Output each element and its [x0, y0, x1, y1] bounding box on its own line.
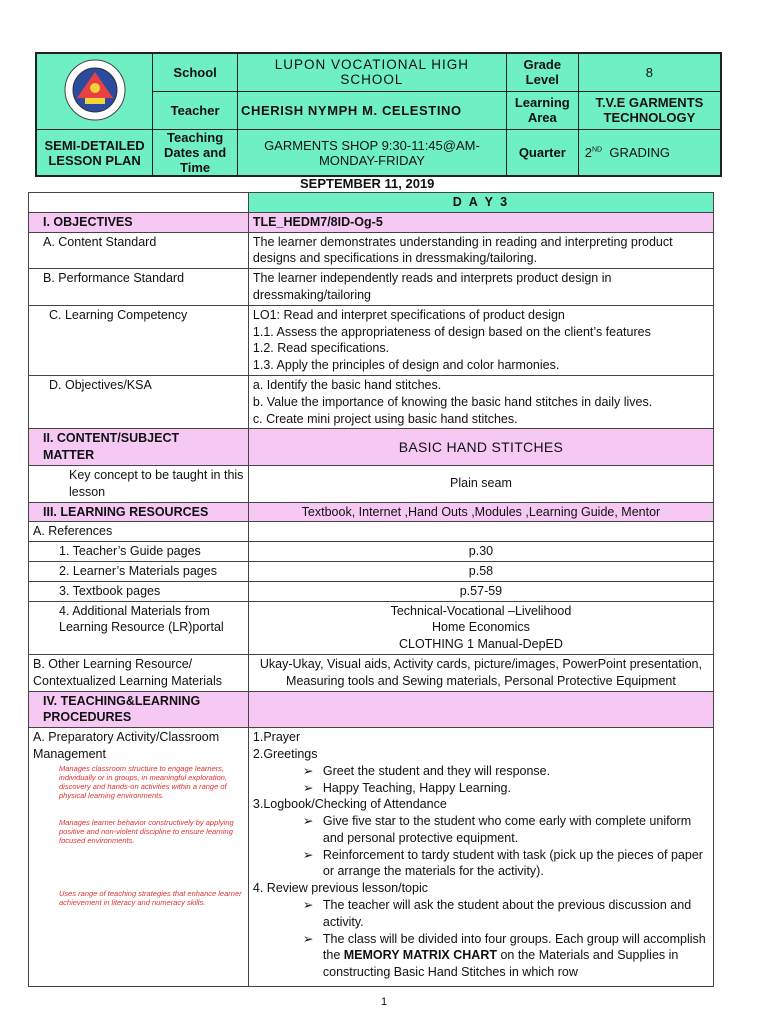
school-value: LUPON VOCATIONAL HIGH SCHOOL [238, 53, 507, 91]
performance-standard-value: The learner independently reads and interprets product design in dressmaking/tailoring [248, 269, 713, 306]
competency-line: 1.2. Read specifications. [252, 341, 390, 356]
lm-pages-label: 2. Learner’s Materials pages [29, 561, 249, 581]
deped-seal-icon [63, 58, 127, 122]
competency-line: 1.3. Apply the principles of design and color harmonies. [252, 358, 560, 373]
tg-pages-label: 1. Teacher’s Guide pages [29, 542, 249, 562]
content-standard-value: The learner demonstrates understanding in reading and interpreting product designs and specifications in dressmaking/tailoring. [248, 232, 713, 269]
content-standard-label: A. Content Standard [29, 232, 249, 269]
grade-label: Grade Level [506, 53, 578, 91]
objectives-code: TLE_HEDM7/8ID-Og-5 [248, 212, 713, 232]
review-list [253, 897, 709, 981]
lesson-plan-header [35, 52, 722, 177]
greetings-bullet: ➢ Greet the student and they will response. [323, 763, 709, 780]
competency-value [248, 305, 713, 375]
school-label: School [153, 53, 238, 91]
procedures-title: IV. TEACHING&LEARNING PROCEDURES [29, 691, 249, 728]
dates-label: Teaching Dates and Time [153, 130, 238, 177]
greetings-bullet: ➢ Happy Teaching, Happy Learning. [323, 780, 709, 797]
quarter-label: Quarter [506, 130, 578, 177]
logbook-list [253, 813, 709, 880]
references-label: A. References [29, 522, 249, 542]
lm-pages-value: p.58 [248, 561, 713, 581]
day-label: D A Y 3 [248, 193, 713, 213]
review-text-pre: The class will be divided into four groups. Each group will accomplish the [322, 931, 706, 963]
ksa-line: a. Identify the basic hand stitches. [252, 377, 442, 392]
additional-line: Home Economics [431, 620, 530, 635]
plan-type-label: SEMI-DETAILED LESSON PLAN [36, 130, 153, 177]
competency-label: C. Learning Competency [29, 305, 249, 375]
other-resource-label: B. Other Learning Resource/ Contextualized Learning Materials [29, 654, 249, 691]
quarter-text: GRADING [609, 145, 671, 160]
page-number: 1 [380, 996, 388, 1008]
additional-materials-value [248, 601, 713, 654]
quarter-suffix: ND [592, 146, 603, 154]
greetings-item: 2.Greetings [252, 746, 318, 761]
memory-matrix-chart-text: MEMORY MATRIX CHART [343, 948, 497, 963]
area-value: T.V.E GARMENTS TECHNOLOGY [578, 91, 721, 129]
ksa-value [248, 375, 713, 428]
review-text-post: on the Materials and Supplies in constructing Basic Hand Stitches in which row [322, 948, 679, 980]
logbook-bullet: ➢ Reinforcement to tardy student with task (pick up the pieces of paper or arrange the materials for the activity). [323, 847, 709, 881]
resources-title: III. LEARNING RESOURCES [29, 502, 249, 522]
lesson-date: SEPTEMBER 11, 2019 [300, 176, 435, 191]
key-concept-value: Plain seam [248, 465, 713, 502]
review-bullet: ➢ The teacher will ask the student about the previous discussion and activity. [323, 897, 709, 931]
teaching-note-1: Manages classroom structure to engage learners, individually or in groups, in meaningful exploration, discovery and hands-on activities within a range of physical learning environments. [59, 763, 228, 800]
logbook-item: 3.Logbook/Checking of Attendance [252, 797, 447, 812]
textbook-pages-label: 3. Textbook pages [29, 581, 249, 601]
quarter-value [578, 130, 721, 177]
review-bullet-group [323, 931, 709, 981]
prayer-item: 1.Prayer [252, 730, 301, 745]
ksa-label: D. Objectives/KSA [29, 375, 249, 428]
teaching-note-2: Manages learner behavior constructively by applying positive and non-violent discipline to ensure learning focused environments. [59, 817, 234, 845]
preparatory-activity-content [248, 728, 713, 987]
objectives-title: I. OBJECTIVES [29, 212, 249, 232]
grade-value: 8 [578, 53, 721, 91]
textbook-pages-value: p.57-59 [248, 581, 713, 601]
logo-cell [36, 53, 153, 130]
ksa-line: c. Create mini project using basic hand stitches. [252, 411, 518, 426]
logbook-bullet: ➢ Give five star to the student who come early with complete uniform and personal protective equipment. [323, 813, 709, 847]
other-resource-value: Ukay-Ukay, Visual aids, Activity cards, picture/images, PowerPoint presentation, Measuring tools and Sewing materials, Personal Protective Equipment [248, 654, 713, 691]
lesson-plan-table [28, 192, 714, 987]
competency-line: 1.1. Assess the appropriateness of design based on the client’s features [252, 324, 651, 339]
competency-line: LO1: Read and interpret specifications of product design [252, 307, 565, 322]
greetings-list [253, 763, 709, 797]
preparatory-activity-label: A. Preparatory Activity/Classroom Management [33, 730, 220, 761]
quarter-number: 2 [584, 145, 592, 160]
teacher-label: Teacher [153, 91, 238, 129]
content-topic: BASIC HAND STITCHES [248, 429, 713, 466]
teaching-note-3: Uses range of teaching strategies that enhance learner achievement in literacy and numeracy skills. [59, 888, 242, 907]
resources-summary: Textbook, Internet ,Hand Outs ,Modules ,Learning Guide, Mentor [248, 502, 713, 522]
key-concept-label: Key concept to be taught in this lesson [29, 465, 249, 502]
content-title: II. CONTENT/SUBJECT MATTER [29, 429, 249, 466]
performance-standard-label: B. Performance Standard [29, 269, 249, 306]
ksa-line: b. Value the importance of knowing the basic hand stitches in daily lives. [252, 394, 653, 409]
additional-line: Technical-Vocational –Livelihood [390, 603, 572, 618]
area-label: Learning Area [506, 91, 578, 129]
teacher-value: CHERISH NYMPH M. CELESTINO [238, 91, 507, 129]
dates-value: GARMENTS SHOP 9:30-11:45@AM-MONDAY-FRIDAY [238, 130, 507, 177]
additional-line: CLOTHING 1 Manual-DepED [398, 637, 563, 652]
additional-materials-label: 4. Additional Materials from Learning Resource (LR)portal [29, 601, 249, 654]
review-item: 4. Review previous lesson/topic [252, 881, 428, 896]
preparatory-activity-cell [29, 728, 249, 987]
tg-pages-value: p.30 [248, 542, 713, 562]
